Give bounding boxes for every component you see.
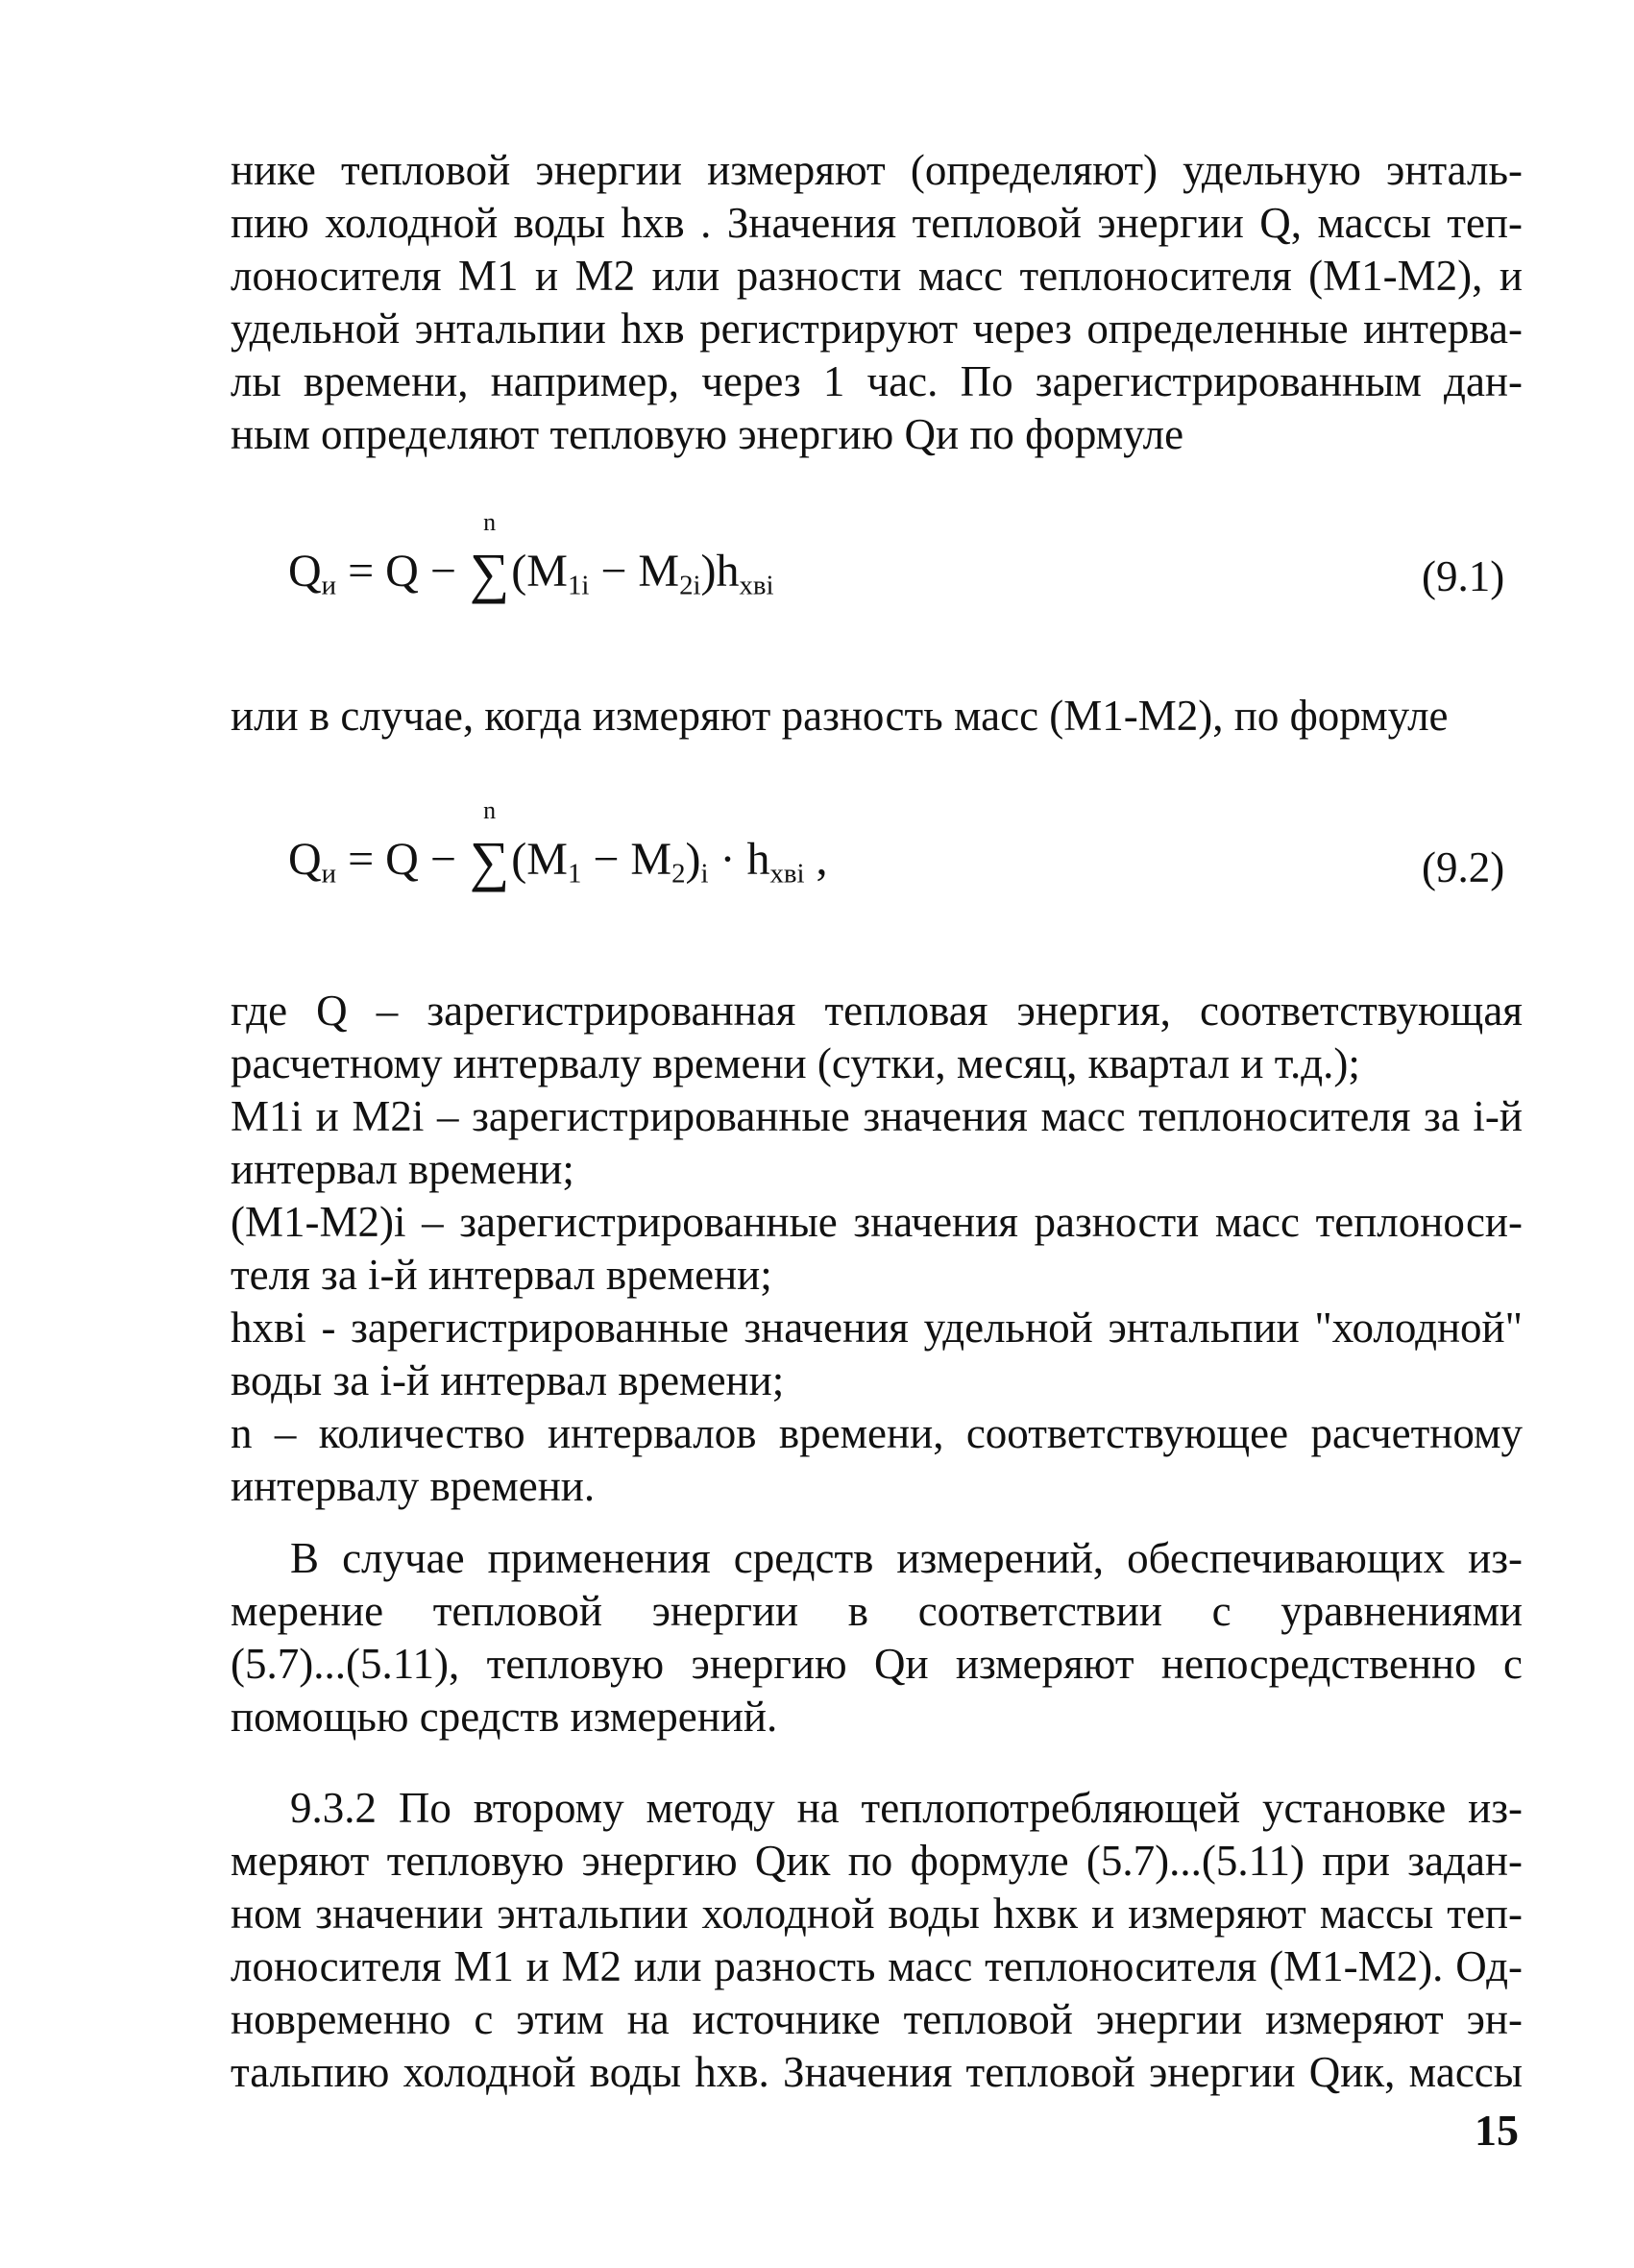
formula-9-2: $Q_и = Q$ − n $\sum(M_1 - M_2)_i \cdot h_{хвi}$ ,	[288, 796, 828, 892]
text-line: мерение тепловой энергии в соответствии с уравнениями	[231, 1587, 1523, 1635]
text-line: (5.7)...(5.11), тепловую энергию Qи измеряют непосредственно с	[231, 1640, 1523, 1688]
text-line: лоносителя М1 и М2 или разность масс теплоносителя (М1-М2). Од-	[231, 1942, 1523, 1990]
equation-number-9-1: (9.1)	[1422, 552, 1505, 600]
paragraph-top	[231, 144, 1523, 461]
text-line: ном значении энтальпии холодной воды hхвк и измеряют массы теп-	[231, 1890, 1523, 1938]
text-line: новременно с этим на источнике тепловой энергии измеряют эн-	[231, 1995, 1523, 2043]
text-line: помощью средств измерений.	[231, 1693, 778, 1741]
text-line: меряют тепловую энергию Qик по формуле (5.7)...(5.11) при задан-	[231, 1837, 1523, 1885]
text-line: пию холодной воды hхв . Значения тепловой энергии Q, массы теп-	[231, 199, 1523, 247]
text-line: ным определяют тепловую энергию Qи по формуле	[231, 410, 1184, 458]
text-line: удельной энтальпии hхв регистрируют через определенные интерва-	[231, 305, 1523, 353]
sum-symbol: n ∑	[469, 508, 510, 604]
definition-line: воды за i-й интервал времени;	[231, 1356, 785, 1404]
text-line: лы времени, например, через 1 час. По зарегистрированным дан-	[231, 357, 1523, 405]
equation-number-9-2: (9.2)	[1422, 843, 1505, 891]
definition-line: интервал времени;	[231, 1145, 574, 1193]
text-line: или в случае, когда измеряют разность масс (М1-М2), по формуле	[231, 692, 1449, 740]
text-line: 9.3.2 По второму методу на теплопотребляющей установке из-	[290, 1784, 1523, 1832]
definition-line: (М1-М2)i – зарегистрированные значения разности масс теплоноси-	[231, 1198, 1523, 1246]
formula-9-1: $Q_и = Q$ − n $\sum(M_{1i} - M_{2i})h_{хвi}$	[288, 508, 774, 604]
paragraph-case	[231, 1532, 1523, 1744]
definition-line: М1i и М2i – зарегистрированные значения масс теплоносителя за i-й	[231, 1092, 1523, 1140]
text-line: нике тепловой энергии измеряют (определяют) удельную энталь-	[231, 146, 1523, 194]
definitions-list	[231, 985, 1523, 1513]
text-line: В случае применения средств измерений, обеспечивающих из-	[290, 1534, 1523, 1582]
text-line: тальпию холодной воды hхв. Значения тепловой энергии Qик, массы	[231, 2048, 1523, 2096]
paragraph-middle	[231, 690, 1523, 743]
sum-symbol: n ∑	[469, 796, 510, 892]
text-line: лоносителя М1 и М2 или разности масс теплоносителя (М1-М2), и	[231, 252, 1523, 300]
page-number: 15	[1475, 2106, 1519, 2155]
definition-line: теля за i-й интервал времени;	[231, 1251, 772, 1299]
definition-line: интервалу времени.	[231, 1462, 596, 1510]
definition-line: расчетному интервалу времени (сутки, месяц, квартал и т.д.);	[231, 1039, 1360, 1087]
definition-line: n – количество интервалов времени, соответствующее расчетному	[231, 1409, 1523, 1457]
definition-line: hхвi - зарегистрированные значения удельной энтальпии "холодной"	[231, 1304, 1523, 1352]
paragraph-9-3-2	[231, 1782, 1523, 2099]
definition-line: где Q – зарегистрированная тепловая энергия, соответствующая	[231, 987, 1523, 1035]
